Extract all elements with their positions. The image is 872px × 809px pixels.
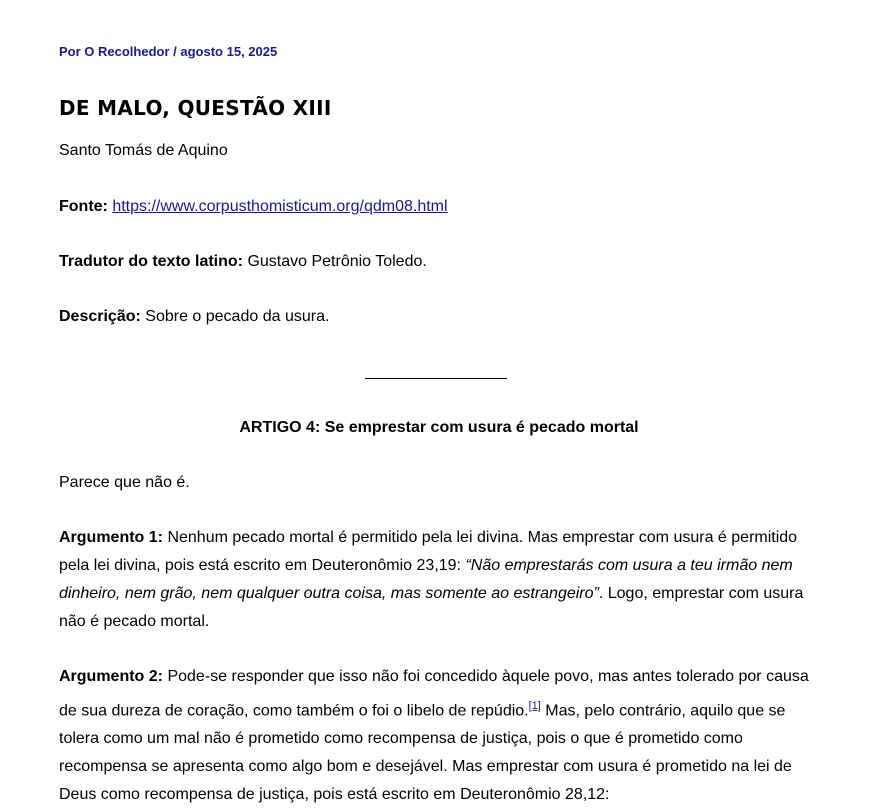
author-link[interactable]: O Recolhedor — [84, 44, 170, 59]
argument-2-paragraph — [59, 663, 819, 809]
source-label: Fonte: — [59, 198, 108, 215]
argument-1-paragraph — [59, 524, 819, 636]
author-line: Santo Tomás de Aquino — [59, 142, 228, 159]
section-divider — [365, 378, 507, 379]
translator-label: Tradutor do texto latino: — [59, 253, 243, 270]
date-link[interactable]: agosto 15, 2025 — [180, 44, 278, 59]
source-line — [59, 193, 819, 221]
article-heading — [59, 414, 819, 442]
description-label: Descrição: — [59, 308, 141, 325]
footnote-link[interactable]: [1] — [528, 700, 541, 712]
description-text: Sobre o pecado da usura. — [140, 308, 330, 325]
argument-2-label: Argumento 2: — [59, 668, 163, 685]
translator-name: Gustavo Petrônio Toledo. — [243, 253, 427, 270]
post-meta — [59, 44, 277, 59]
argument-1-text-end: . Logo, emprestar com usura não é pecado mortal. — [59, 585, 804, 630]
argument-1-text: Nenhum pecado mortal é permitido pela lei divina. Mas emprestar com usura é permitido pela lei divina, pois está escrito em Deuteronômio 23,19: — [59, 529, 798, 574]
intro-paragraph: Parece que não é. — [59, 474, 190, 491]
translator-line — [59, 248, 819, 276]
argument-2-text-end: Mas, pelo contrário, aquilo que se tolera como um mal não é prometido como recompensa de justiça, pois o que é prometido como recompensa se apresenta como algo bom e desejável. Mas emprestar com usura é prometido na lei de Deus como recompensa de justiça, pois está escrito em Deuteronômio 28,12: — [59, 702, 792, 804]
source-link[interactable]: https://www.corpusthomisticum.org/qdm08.html — [112, 198, 448, 215]
argument-2-text: Pode-se responder que isso não foi concedido àquele povo, mas antes tolerado por causa de sua dureza de coração, como também o foi o libelo de repúdio. — [59, 668, 809, 720]
meta-prefix: Por — [59, 44, 85, 59]
description-line — [59, 303, 819, 331]
meta-separator: / — [169, 44, 181, 59]
argument-1-quote: “Não emprestarás com usura a teu irmão nem dinheiro, nem grão, nem qualquer outra coisa, mas somente ao estrangeiro” — [59, 557, 793, 602]
argument-1-label: Argumento 1: — [59, 529, 163, 546]
article-heading-text: ARTIGO 4: Se emprestar com usura é pecado mortal — [239, 419, 639, 436]
page-title: DE MALO, QUESTÃO XIII — [59, 96, 332, 120]
